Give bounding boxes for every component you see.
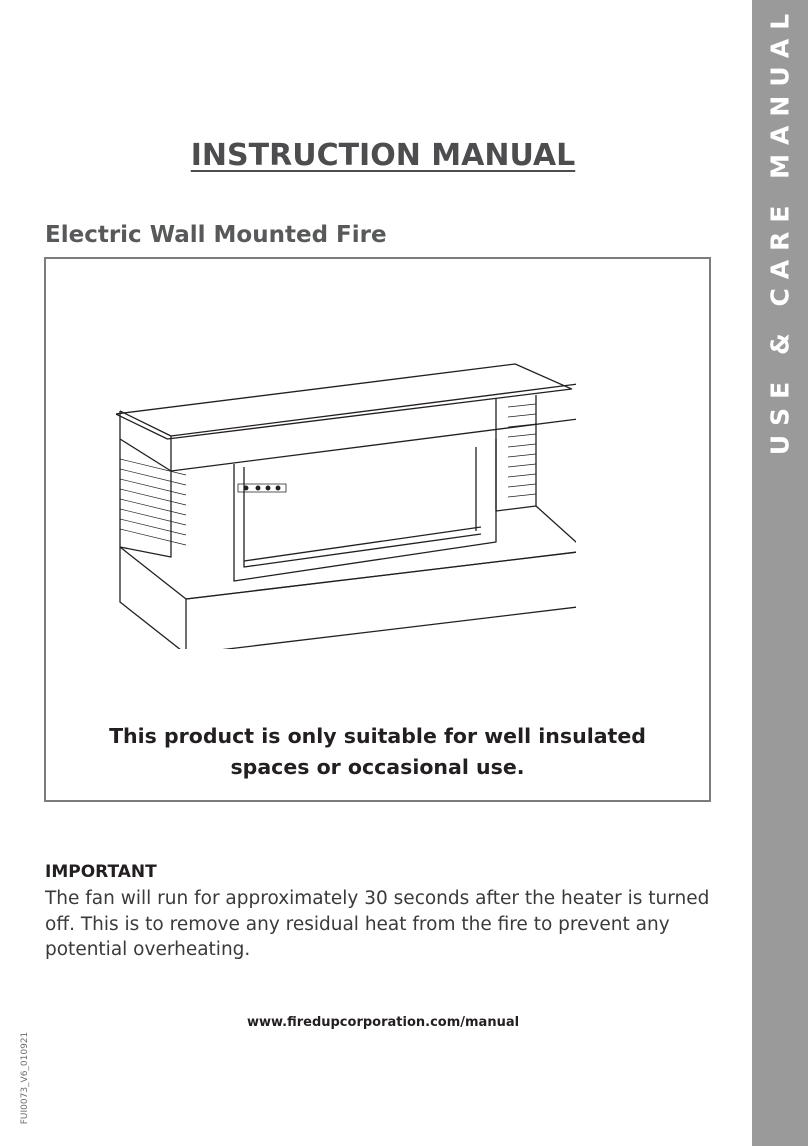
- product-box: [44, 257, 711, 802]
- suitability-note-line: spaces or occasional use.: [230, 755, 525, 779]
- suitability-note: [46, 721, 709, 783]
- website-link[interactable]: www.firedupcorporation.com/manual: [246, 1015, 520, 1030]
- document-code: FUI0073_V6_010921: [20, 1031, 30, 1125]
- document-title: INSTRUCTION MANUAL: [190, 138, 576, 173]
- electric-wall-fire-icon: [116, 299, 576, 649]
- important-heading: IMPORTANT: [45, 862, 157, 882]
- side-band-text: USE & CARE MANUAL: [765, 4, 795, 456]
- important-text: The fan will run for approximately 30 seconds after the heater is turned off. This is to remove any residual heat from the fire to prevent any potential overheating.: [45, 888, 710, 960]
- product-subtitle: Electric Wall Mounted Fire: [45, 222, 387, 248]
- suitability-note-line: This product is only suitable for well insulated: [109, 724, 646, 748]
